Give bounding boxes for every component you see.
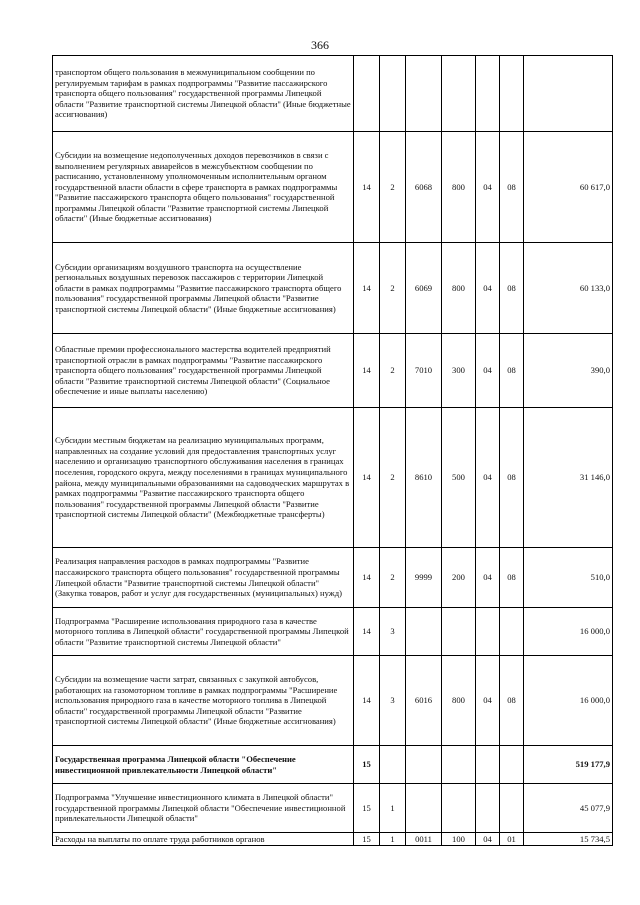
expense-type-code: 800 (442, 132, 476, 243)
section-code (476, 746, 500, 784)
table-row (53, 408, 613, 548)
row-description: транспортом общего пользования в межмуниципальном сообщении по регулируемым тарифам в рамках подпрограммы "Развитие пассажирского транспорта общего пользования" государственной программы Липецкой области "Развитие транспортной системы Липецкой области" (Иные бюджетные ассигнования) (53, 56, 354, 132)
expense-direction-code (406, 784, 442, 833)
amount (524, 56, 613, 132)
section-code: 04 (476, 243, 500, 334)
row-description: Подпрограмма "Расширение использования природного газа в качестве моторного топлива в Липецкой области" государственной программы Липецкой области "Развитие транспортной системы Липецкой области" (53, 608, 354, 656)
subprogram-code (380, 746, 406, 784)
expense-type-code: 800 (442, 656, 476, 746)
program-code: 14 (354, 132, 380, 243)
section-code (476, 56, 500, 132)
expense-type-code: 500 (442, 408, 476, 548)
expense-direction-code: 8610 (406, 408, 442, 548)
subprogram-code: 2 (380, 548, 406, 608)
program-code: 14 (354, 334, 380, 408)
amount: 60 133,0 (524, 243, 613, 334)
program-code: 14 (354, 408, 380, 548)
row-description: Субсидии местным бюджетам на реализацию муниципальных программ, направленных на создание условий для предоставления транспортных услуг населению и организацию транспортного обслуживания населения в границах поселения, городского округа, между поселениями в границах муниципального района, между муниципальными образованиями на садоводческих маршрутах в рамках подпрограммы "Развитие пассажирского транспорта общего пользования" государственной программы Липецкой области "Развитие транспортной системы Липецкой области" (Межбюджетные трансферты) (53, 408, 354, 548)
subprogram-code: 2 (380, 334, 406, 408)
subsection-code (500, 746, 524, 784)
subprogram-code: 2 (380, 132, 406, 243)
expense-direction-code: 0011 (406, 833, 442, 846)
subsection-code (500, 56, 524, 132)
section-code: 04 (476, 833, 500, 846)
expense-direction-code (406, 56, 442, 132)
table-row (53, 746, 613, 784)
row-description: Расходы на выплаты по оплате труда работников органов (53, 833, 354, 846)
row-description: Подпрограмма "Улучшение инвестиционного климата в Липецкой области" государственной программы Липецкой области "Обеспечение инвестиционной привлекательности Липецкой области" (53, 784, 354, 833)
amount: 15 734,5 (524, 833, 613, 846)
row-description: Областные премии профессионального мастерства водителей предприятий транспортной отрасли в рамках подпрограммы "Развитие пассажирского транспорта общего пользования" государственной программы Липецкой области "Развитие транспортной системы Липецкой области" (Социальное обеспечение и иные выплаты населению) (53, 334, 354, 408)
subprogram-code: 1 (380, 833, 406, 846)
amount: 16 000,0 (524, 608, 613, 656)
table-row (53, 132, 613, 243)
section-code (476, 608, 500, 656)
amount: 519 177,9 (524, 746, 613, 784)
expense-type-code: 300 (442, 334, 476, 408)
expense-direction-code (406, 608, 442, 656)
amount: 60 617,0 (524, 132, 613, 243)
expense-type-code (442, 608, 476, 656)
expense-type-code: 100 (442, 833, 476, 846)
subprogram-code: 1 (380, 784, 406, 833)
expense-direction-code: 6068 (406, 132, 442, 243)
subsection-code: 01 (500, 833, 524, 846)
amount: 31 146,0 (524, 408, 613, 548)
expense-direction-code: 7010 (406, 334, 442, 408)
amount: 510,0 (524, 548, 613, 608)
subprogram-code: 3 (380, 656, 406, 746)
subprogram-code: 3 (380, 608, 406, 656)
table-row (53, 334, 613, 408)
row-description: Субсидии на возмещение части затрат, связанных с закупкой автобусов, работающих на газомоторном топливе в рамках подпрограммы "Расширение использования природного газа в качестве моторного топлива в Липецкой области" государственной программы Липецкой области "Развитие транспортной системы Липецкой области" (Иные бюджетные ассигнования) (53, 656, 354, 746)
section-code: 04 (476, 132, 500, 243)
subsection-code: 08 (500, 132, 524, 243)
subsection-code: 08 (500, 334, 524, 408)
expense-type-code (442, 56, 476, 132)
table-row (53, 833, 613, 846)
program-code: 15 (354, 833, 380, 846)
expense-type-code: 800 (442, 243, 476, 334)
budget-table-body (53, 56, 613, 846)
subsection-code: 08 (500, 243, 524, 334)
program-code (354, 56, 380, 132)
subsection-code (500, 608, 524, 656)
subprogram-code (380, 56, 406, 132)
subsection-code: 08 (500, 548, 524, 608)
expense-type-code: 200 (442, 548, 476, 608)
subsection-code: 08 (500, 408, 524, 548)
program-code: 14 (354, 548, 380, 608)
expense-type-code (442, 746, 476, 784)
subprogram-code: 2 (380, 408, 406, 548)
expense-direction-code (406, 746, 442, 784)
table-row (53, 243, 613, 334)
program-code: 14 (354, 656, 380, 746)
table-row (53, 656, 613, 746)
amount: 390,0 (524, 334, 613, 408)
row-description: Государственная программа Липецкой области "Обеспечение инвестиционной привлекательности Липецкой области" (53, 746, 354, 784)
program-code: 14 (354, 608, 380, 656)
section-code: 04 (476, 334, 500, 408)
subprogram-code: 2 (380, 243, 406, 334)
section-code: 04 (476, 548, 500, 608)
section-code (476, 784, 500, 833)
program-code: 14 (354, 243, 380, 334)
table-row (53, 548, 613, 608)
section-code: 04 (476, 408, 500, 548)
expense-type-code (442, 784, 476, 833)
row-description: Субсидии на возмещение недополученных доходов перевозчиков в связи с выполнением регулярных авиарейсов в межсубъектном сообщении по расписанию, установленному уполномоченным исполнительным органом государственной власти области в сфере транспорта в рамках подпрограммы "Развитие пассажирского транспорта общего пользования" государственной программы Липецкой области "Развитие транспортной системы Липецкой области" (Иные бюджетные ассигнования) (53, 132, 354, 243)
amount: 45 077,9 (524, 784, 613, 833)
expense-direction-code: 9999 (406, 548, 442, 608)
amount: 16 000,0 (524, 656, 613, 746)
program-code: 15 (354, 746, 380, 784)
page-number: 366 (311, 38, 329, 52)
section-code: 04 (476, 656, 500, 746)
table-row (53, 784, 613, 833)
row-description: Субсидии организациям воздушного транспорта на осуществление региональных воздушных перевозок пассажиров с территории Липецкой области в рамках подпрограммы "Развитие пассажирского транспорта общего пользования" государственной программы Липецкой области "Развитие транспортной системы Липецкой области" (Иные бюджетные ассигнования) (53, 243, 354, 334)
program-code: 15 (354, 784, 380, 833)
budget-table (52, 55, 613, 846)
expense-direction-code: 6069 (406, 243, 442, 334)
row-description: Реализация направления расходов в рамках подпрограммы "Развитие пассажирского транспорта общего пользования" государственной программы Липецкой области "Развитие транспортной системы Липецкой области" (Закупка товаров, работ и услуг для государственных (муниципальных) нужд) (53, 548, 354, 608)
table-row (53, 56, 613, 132)
subsection-code: 08 (500, 656, 524, 746)
table-row (53, 608, 613, 656)
expense-direction-code: 6016 (406, 656, 442, 746)
subsection-code (500, 784, 524, 833)
